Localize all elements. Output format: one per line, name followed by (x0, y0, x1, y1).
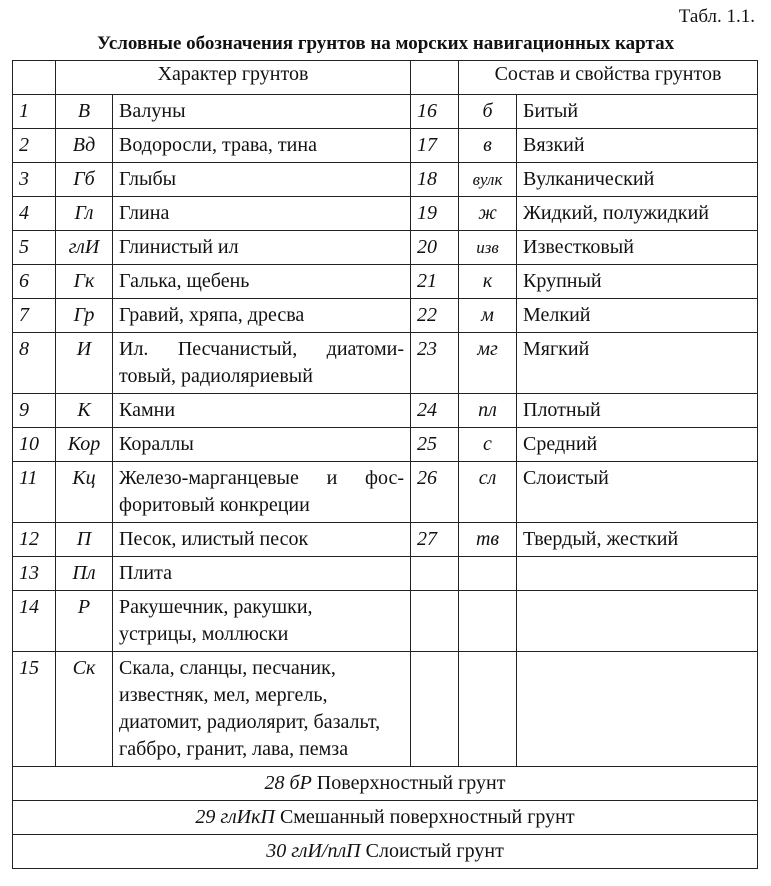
soil-name (113, 462, 411, 523)
property-name: Битый (517, 95, 758, 129)
soil-name-line: Железо-марганцевые и фос- (119, 467, 404, 489)
empty-cell (517, 557, 758, 591)
soil-code: К (56, 394, 113, 428)
soil-name: Валуны (113, 95, 411, 129)
property-name: Мягкий (517, 333, 758, 394)
soil-code: Кор (56, 428, 113, 462)
property-number: 20 (411, 231, 459, 265)
table-row (13, 591, 758, 652)
soil-code: Гб (56, 163, 113, 197)
property-code: ж (459, 197, 517, 231)
table-row (13, 333, 758, 394)
property-number: 18 (411, 163, 459, 197)
property-name: Средний (517, 428, 758, 462)
property-number: 21 (411, 265, 459, 299)
property-number: 17 (411, 129, 459, 163)
property-code: м (459, 299, 517, 333)
soil-name (113, 652, 411, 767)
soil-name: Камни (113, 394, 411, 428)
soil-number: 3 (13, 163, 56, 197)
soil-name: Плита (113, 557, 411, 591)
soil-code: Гк (56, 265, 113, 299)
footer-text: Слоистый грунт (365, 840, 504, 862)
table-row (13, 557, 758, 591)
footer-code: 28 бР (264, 772, 312, 794)
property-code: пл (459, 394, 517, 428)
empty-cell (411, 557, 459, 591)
soil-name-line: диатомит, радиолярит, базальт, (119, 711, 381, 733)
soil-name-line: форитовый конкреции (119, 494, 310, 516)
property-number: 22 (411, 299, 459, 333)
soil-legend-table (12, 60, 758, 869)
property-number: 24 (411, 394, 459, 428)
property-code: изв (459, 231, 517, 265)
header-soil-character: Характер грунтов (56, 61, 411, 95)
property-number: 23 (411, 333, 459, 394)
table-row (13, 95, 758, 129)
soil-number: 7 (13, 299, 56, 333)
soil-number: 14 (13, 591, 56, 652)
soil-name (113, 591, 411, 652)
property-number: 25 (411, 428, 459, 462)
property-number: 26 (411, 462, 459, 523)
table-row (13, 163, 758, 197)
soil-code: Ск (56, 652, 113, 767)
soil-name: Кораллы (113, 428, 411, 462)
soil-number: 9 (13, 394, 56, 428)
soil-name: Водоросли, трава, тина (113, 129, 411, 163)
table-row (13, 523, 758, 557)
footer-row (13, 835, 758, 869)
property-number: 16 (411, 95, 459, 129)
soil-name-line: Скала, сланцы, песчаник, (119, 657, 336, 679)
property-name: Вулканический (517, 163, 758, 197)
soil-name-line: Ракушечник, ракушки, (119, 596, 313, 618)
soil-code: Гр (56, 299, 113, 333)
soil-name: Песок, илистый песок (113, 523, 411, 557)
property-name: Мелкий (517, 299, 758, 333)
property-name: Твердый, жесткий (517, 523, 758, 557)
soil-number: 10 (13, 428, 56, 462)
table-row (13, 299, 758, 333)
soil-code: Пл (56, 557, 113, 591)
soil-name-line: габбро, гранит, лава, пемза (119, 738, 349, 760)
table-row (13, 428, 758, 462)
soil-number: 13 (13, 557, 56, 591)
table-label: Табл. 1.1. (678, 6, 755, 27)
soil-code: Р (56, 591, 113, 652)
footer-cell (13, 767, 758, 801)
header-empty-cell (411, 61, 459, 95)
table-row (13, 231, 758, 265)
property-name: Известковый (517, 231, 758, 265)
soil-name-line: устрицы, моллюски (119, 623, 289, 645)
soil-code: И (56, 333, 113, 394)
empty-cell (459, 557, 517, 591)
empty-cell (459, 652, 517, 767)
property-code: в (459, 129, 517, 163)
property-code: вулк (459, 163, 517, 197)
header-soil-properties: Состав и свойства грунтов (459, 61, 758, 95)
soil-number: 12 (13, 523, 56, 557)
soil-name-line: товый, радиоляриевый (119, 365, 313, 387)
soil-number: 8 (13, 333, 56, 394)
footer-code: 30 глИ/плП (266, 840, 361, 862)
property-name: Слоистый (517, 462, 758, 523)
soil-name-line: известняк, мел, мергель, (119, 684, 328, 706)
soil-code: П (56, 523, 113, 557)
footer-row (13, 767, 758, 801)
footer-cell (13, 801, 758, 835)
soil-number: 1 (13, 95, 56, 129)
table-row (13, 265, 758, 299)
footer-code: 29 глИкП (195, 806, 275, 828)
soil-name: Галька, щебень (113, 265, 411, 299)
soil-code: глИ (56, 231, 113, 265)
footer-text: Смешанный поверхностный грунт (279, 806, 575, 828)
property-number: 19 (411, 197, 459, 231)
soil-name: Глинистый ил (113, 231, 411, 265)
soil-name-line: Ил. Песчанистый, диатоми- (119, 338, 404, 360)
table-title: Условные обозначения грунтов на морских навигационных картах (96, 33, 675, 54)
soil-name: Гравий, хряпа, дресва (113, 299, 411, 333)
soil-name (113, 333, 411, 394)
soil-number: 6 (13, 265, 56, 299)
table-row (13, 394, 758, 428)
soil-number: 11 (13, 462, 56, 523)
table-row (13, 197, 758, 231)
table-row (13, 462, 758, 523)
property-code: мг (459, 333, 517, 394)
property-name: Жидкий, полужидкий (517, 197, 758, 231)
property-code: сл (459, 462, 517, 523)
soil-number: 2 (13, 129, 56, 163)
soil-number: 4 (13, 197, 56, 231)
property-number: 27 (411, 523, 459, 557)
empty-cell (411, 591, 459, 652)
property-code: с (459, 428, 517, 462)
property-code: тв (459, 523, 517, 557)
footer-text: Поверхностный грунт (316, 772, 506, 794)
empty-cell (517, 591, 758, 652)
soil-code: В (56, 95, 113, 129)
soil-number: 5 (13, 231, 56, 265)
table-row (13, 652, 758, 767)
soil-code: Гл (56, 197, 113, 231)
footer-row (13, 801, 758, 835)
property-name: Крупный (517, 265, 758, 299)
header-empty-cell (13, 61, 56, 95)
empty-cell (517, 652, 758, 767)
property-name: Плотный (517, 394, 758, 428)
property-code: б (459, 95, 517, 129)
property-code: к (459, 265, 517, 299)
soil-code: Вд (56, 129, 113, 163)
property-name: Вязкий (517, 129, 758, 163)
soil-number: 15 (13, 652, 56, 767)
soil-name: Глыбы (113, 163, 411, 197)
header-row (13, 61, 758, 95)
empty-cell (411, 652, 459, 767)
empty-cell (459, 591, 517, 652)
soil-name: Глина (113, 197, 411, 231)
footer-cell (13, 835, 758, 869)
soil-code: Кц (56, 462, 113, 523)
table-row (13, 129, 758, 163)
